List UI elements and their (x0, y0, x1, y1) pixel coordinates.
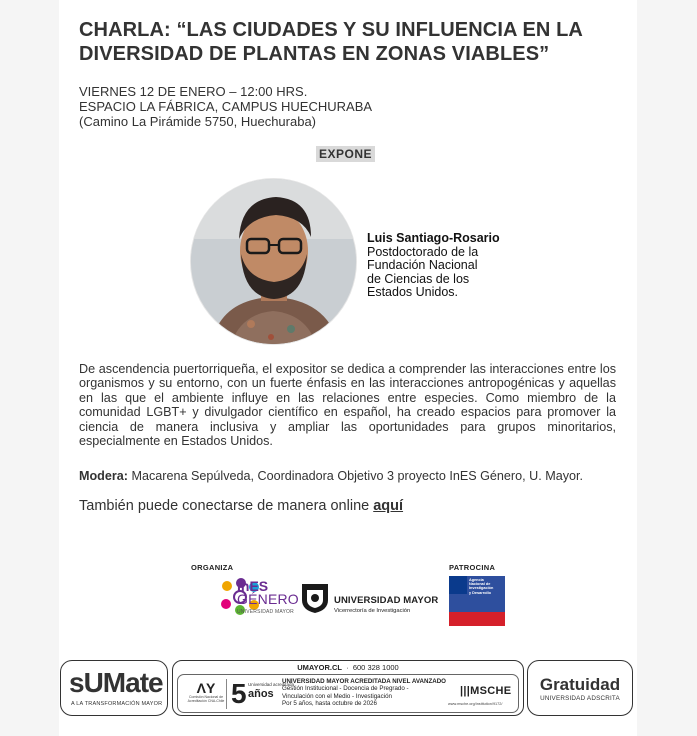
speaker-role-line: Fundación Nacional (367, 258, 478, 272)
msche-text: MSCHE (470, 685, 512, 697)
anid-logo-text (469, 578, 493, 595)
accreditation-contact: UMAYOR.CL · 600 328 1000 (297, 663, 399, 672)
event-title: CHARLA: “LAS CIUDADES Y SU INFLUENCIA EN LA DIVERSIDAD DE PLANTAS EN ZONAS VIABLES” (79, 19, 583, 65)
speaker-bio: De ascendencia puertorriqueña, el expositor se dedica a comprender las interacciones entre los organismos y su entorno, con un fuerte énfasis en las interacciones antropogénicas y aquellas en las que el ambiente influye en las relaciones entre especies. Como miembro de la comunidad LGBT+ y divulgador científico en español, ha creado espacios para promover la ciencia de manera inclusiva y ampliar las oportunidades para grupos minoritarios, especialmente en Estados Unidos. (79, 362, 616, 449)
sumate-title: sUMate (69, 667, 163, 698)
anid-emblem-icon (449, 576, 467, 594)
speaker-portrait-illustration (191, 179, 356, 344)
anid-logo (449, 576, 505, 626)
accreditation-desc-line: Vinculación con el Medio - Investigación (282, 692, 392, 700)
moderator-label: Modera: (79, 469, 128, 483)
accreditation-desc-title: UNIVERSIDAD MAYOR ACREDITADA NIVEL AVANZADO (282, 678, 446, 685)
online-link[interactable]: aquí (373, 498, 404, 514)
patrocina-label: PATROCINA (449, 563, 496, 572)
anid-stripe (449, 612, 505, 626)
speaker-role-line: de Ciencias de los (367, 271, 470, 286)
accreditation-inner-box (177, 674, 519, 713)
umayor-shield-icon (300, 582, 330, 614)
umayor-line2: Vicerrectoría de Investigación (334, 608, 411, 614)
umayor-logo-text (334, 596, 438, 616)
accreditation-phone: 600 328 1000 (352, 663, 399, 672)
anid-line: y Desarrollo (469, 590, 491, 595)
cna-logo (186, 681, 226, 703)
speaker-role-line: Postdoctorado de la (367, 244, 479, 259)
event-address: (Camino La Pirámide 5750, Huechuraba) (79, 114, 317, 129)
moderator-text: Macarena Sepúlveda, Coordinadora Objetivo 3 proyecto InES Género, U. Mayor. (131, 469, 584, 483)
sumate-badge (60, 660, 168, 716)
gratuidad-title: Gratuidad (539, 675, 621, 694)
sumate-subtitle: A LA TRANSFORMACIÓN MAYOR (71, 701, 163, 707)
cna-subtitle: Comisión Nacional de Acreditación CNA-Chile (187, 695, 225, 703)
online-text: También puede conectarse de manera online (79, 498, 370, 514)
accreditation-desc-line: Por 5 años, hasta octubre de 2026 (282, 700, 377, 708)
anid-line: Investigación (469, 586, 494, 591)
speaker-photo (191, 179, 356, 344)
expone-label: EXPONE (316, 146, 375, 162)
years-word: años (248, 688, 274, 700)
event-info (79, 84, 372, 129)
speaker-name: Luis Santiago-Rosario (367, 231, 500, 245)
gratuidad-badge (527, 660, 633, 716)
msche-bars-icon: ||| (460, 685, 471, 697)
organiza-label: ORGANIZA (191, 563, 234, 572)
ines-line1: InES (237, 578, 269, 594)
msche-logo (460, 685, 511, 697)
years-number: 5 (226, 679, 247, 709)
gratuidad-subtitle: UNIVERSIDAD ADSCRITA (540, 695, 620, 702)
years-pre: Universidad acreditada (248, 682, 295, 687)
accreditation-url: UMAYOR.CL (297, 663, 342, 672)
umayor-line1: UNIVERSIDAD MAYOR (334, 595, 439, 606)
ines-line2: GÉNERO (237, 591, 299, 607)
speaker-info (367, 232, 500, 300)
accreditation-badge (172, 660, 524, 716)
anid-line: Nacional de (469, 582, 491, 587)
event-date: VIERNES 12 DE ENERO – 12:00 HRS. (79, 84, 308, 99)
accreditation-description (282, 678, 446, 708)
ines-logo-text (237, 580, 299, 619)
accreditation-desc-line: Gestión Institucional - Docencia de Pregrado - (282, 685, 409, 693)
event-venue: ESPACIO LA FÁBRICA, CAMPUS HUECHURABA (79, 99, 373, 114)
msche-url: www.msche.org/institution/9172/ (448, 702, 503, 706)
moderator-line (79, 469, 583, 484)
anid-line: Agencia (469, 578, 484, 582)
ines-line3: UNIVERSIDAD MAYOR (237, 609, 294, 615)
online-line (79, 498, 403, 514)
speaker-role-line: Estados Unidos. (367, 285, 459, 299)
cna-mark-icon: ΛY (196, 680, 216, 696)
